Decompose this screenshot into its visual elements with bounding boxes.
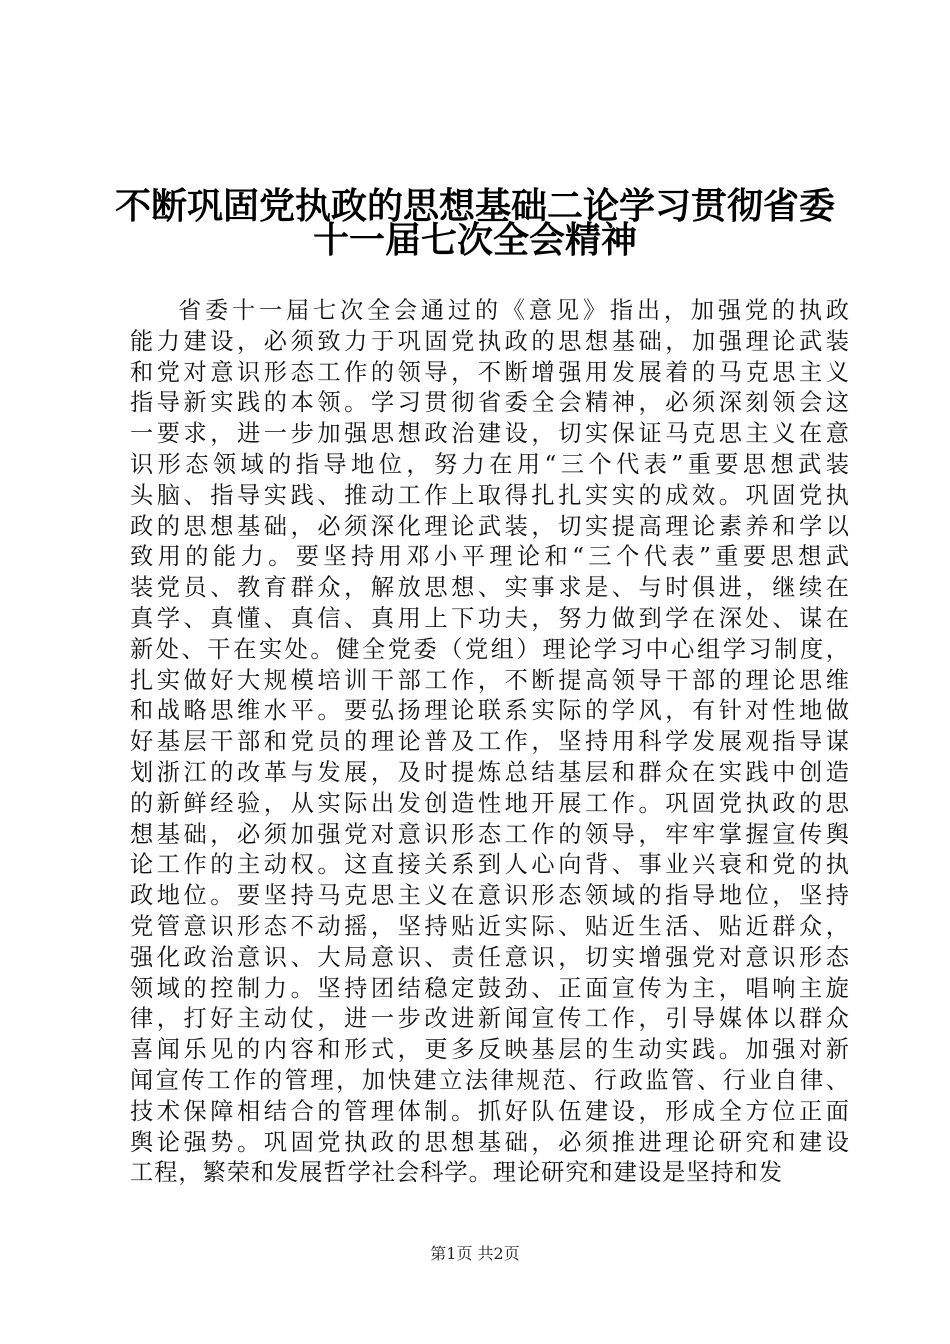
body-line: 工程，繁荣和发展哲学社会科学。理论研究和建设是坚持和发: [130, 1159, 784, 1187]
document-title-line-1: 不断巩固党执政的思想基础二论学习贯彻省委: [114, 186, 835, 227]
body-line: 识形态领域的指导地位，努力在用“三个代表”重要思想武装: [130, 450, 850, 478]
body-line: 强化政治意识、大局意识、责任意识，切实增强党对意识形态: [130, 943, 850, 971]
body-line: 指导新实践的本领。学习贯彻省委全会精神，必须深刻领会这: [130, 389, 850, 417]
body-line: 论工作的主动权。这直接关系到人心向背、事业兴衰和党的执: [130, 851, 850, 879]
body-line: 和党对意识形态工作的领导，不断增强用发展着的马克思主义: [130, 358, 850, 386]
body-line: 好基层干部和党员的理论普及工作，坚持用科学发展观指导谋: [130, 728, 850, 756]
body-line: 真学、真懂、真信、真用上下功夫，努力做到学在深处、谋在: [130, 604, 850, 632]
body-line: 技术保障相结合的管理体制。抓好队伍建设，形成全方位正面: [130, 1097, 850, 1125]
body-line: 能力建设，必须致力于巩固党执政的思想基础，加强理论武装: [130, 327, 850, 355]
body-line: 律，打好主动仗，进一步改进新闻宣传工作，引导媒体以群众: [130, 1005, 850, 1033]
body-line: 领域的控制力。坚持团结稳定鼓劲、正面宣传为主，唱响主旋: [130, 974, 850, 1002]
body-line: 划浙江的改革与发展，及时提炼总结基层和群众在实践中创造: [130, 758, 850, 786]
body-line: 政的思想基础，必须深化理论武装，切实提高理论素养和学以: [130, 512, 850, 540]
body-line: 党管意识形态不动摇，坚持贴近实际、贴近生活、贴近群众，: [130, 912, 850, 940]
body-line: 头脑、指导实践、推动工作上取得扎扎实实的成效。巩固党执: [130, 481, 850, 509]
body-line: 装党员、教育群众，解放思想、实事求是、与时俱进，继续在: [130, 574, 850, 602]
body-line: 和战略思维水平。要弘扬理论联系实际的学风，有针对性地做: [130, 697, 850, 725]
body-line: 闻宣传工作的管理，加快建立法律规范、行政监管、行业自律、: [130, 1066, 850, 1094]
body-line: 想基础，必须加强党对意识形态工作的领导，牢牢掌握宣传舆: [130, 820, 850, 848]
body-line: 的新鲜经验，从实际出发创造性地开展工作。巩固党执政的思: [130, 789, 850, 817]
document-title-line-2: 十一届七次全会精神: [312, 220, 637, 261]
page-footer: 第1页 共2页: [430, 1244, 520, 1263]
body-line: 喜闻乐见的内容和形式，更多反映基层的生动实践。加强对新: [130, 1036, 850, 1064]
body-line: 舆论强势。巩固党执政的思想基础，必须推进理论研究和建设: [130, 1128, 850, 1156]
document-body: [130, 296, 850, 1189]
body-line: 政地位。要坚持马克思主义在意识形态领域的指导地位，坚持: [130, 882, 850, 910]
body-line: 新处、干在实处。健全党委（党组）理论学习中心组学习制度，: [130, 635, 850, 663]
body-line: 致用的能力。要坚持用邓小平理论和“三个代表”重要思想武: [130, 543, 850, 571]
body-line: 省委十一届七次全会通过的《意见》指出，加强党的执政: [178, 297, 850, 324]
body-line: 一要求，进一步加强思想政治建设，切实保证马克思主义在意: [130, 420, 850, 448]
body-line: 扎实做好大规模培训干部工作，不断提高领导干部的理论思维: [130, 666, 850, 694]
